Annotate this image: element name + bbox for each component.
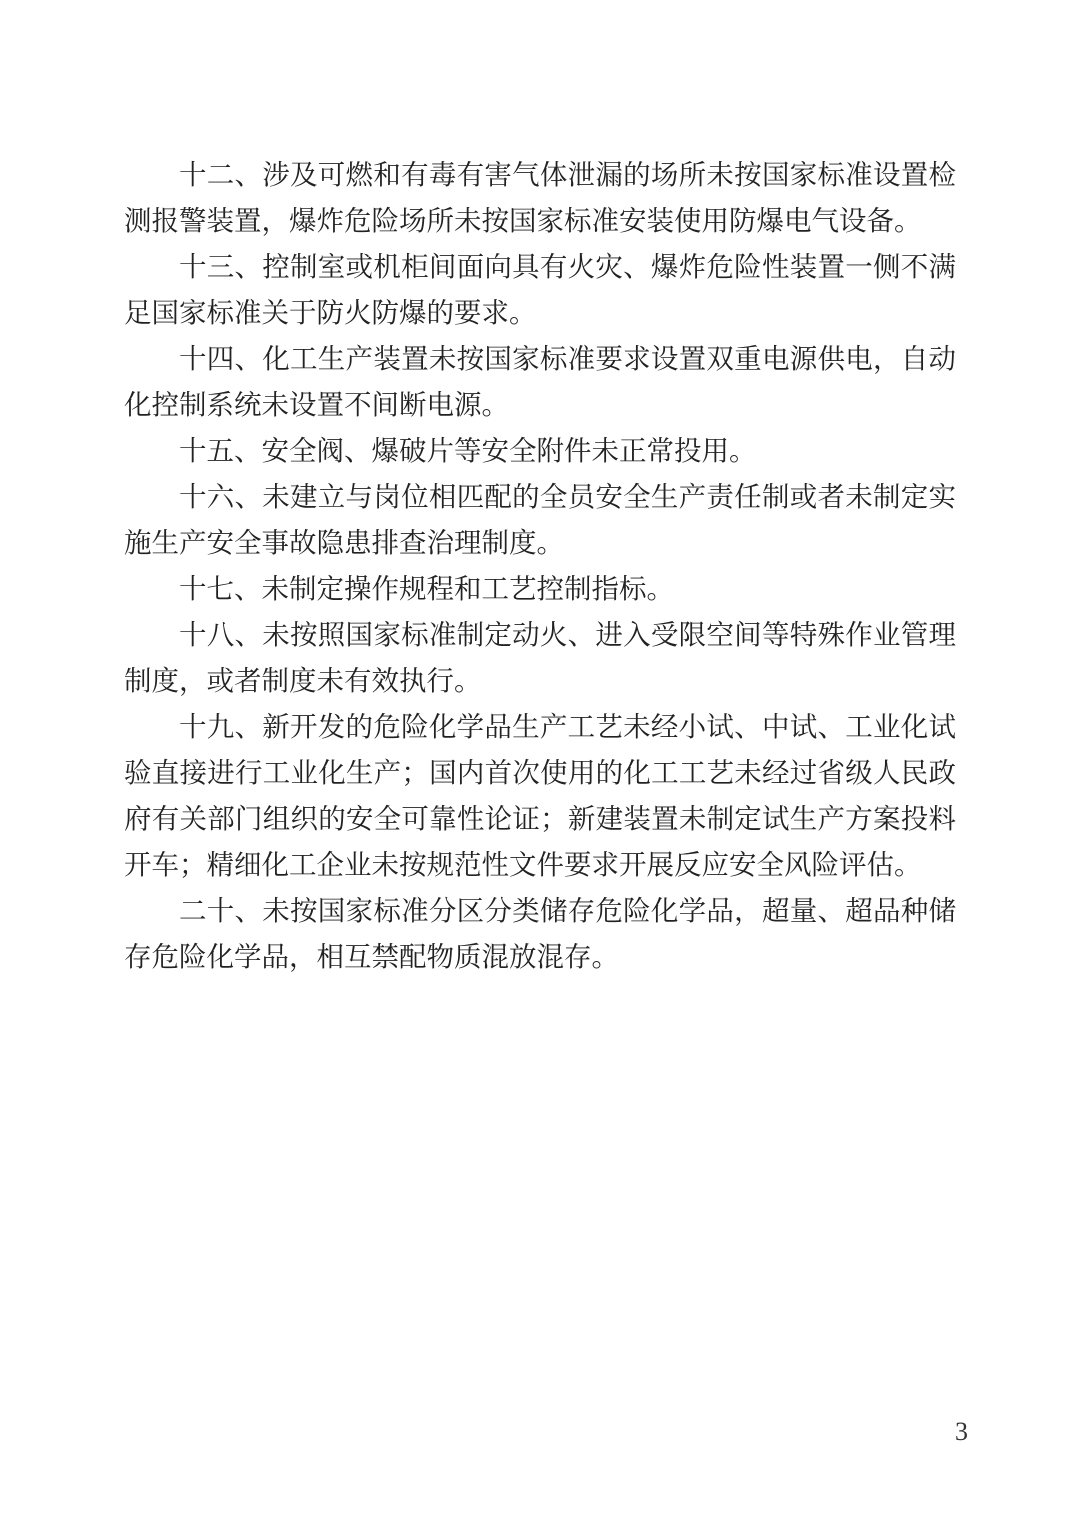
paragraph-item-19: 十九、新开发的危险化学品生产工艺未经小试、中试、工业化试验直接进行工业化生产；国内首次使用的化工工艺未经过省级人民政府有关部门组织的安全可靠性论证；新建装置未制定试生产方案投料开车；精细化工企业未按规范性文件要求开展反应安全风险评估。 [124,711,956,881]
paragraph-item-18: 十八、未按照国家标准制定动火、进入受限空间等特殊作业管理制度，或者制度未有效执行。 [124,619,956,697]
paragraph-item-13: 十三、控制室或机柜间面向具有火灾、爆炸危险性装置一侧不满足国家标准关于防火防爆的要求。 [124,251,956,329]
paragraph-item-12: 十二、涉及可燃和有毒有害气体泄漏的场所未按国家标准设置检测报警装置，爆炸危险场所未按国家标准安装使用防爆电气设备。 [124,159,956,237]
paragraph-item-20: 二十、未按国家标准分区分类储存危险化学品，超量、超品种储存危险化学品，相互禁配物质混放混存。 [124,895,956,973]
document-body [124,152,956,980]
paragraph-item-15: 十五、安全阀、爆破片等安全附件未正常投用。 [179,435,757,467]
page-number: 3 [955,1417,968,1446]
paragraph-item-17: 十七、未制定操作规程和工艺控制指标。 [179,573,674,605]
paragraph-item-16: 十六、未建立与岗位相匹配的全员安全生产责任制或者未制定实施生产安全事故隐患排查治理制度。 [124,481,956,559]
paragraph-item-14: 十四、化工生产装置未按国家标准要求设置双重电源供电，自动化控制系统未设置不间断电源。 [124,343,956,421]
